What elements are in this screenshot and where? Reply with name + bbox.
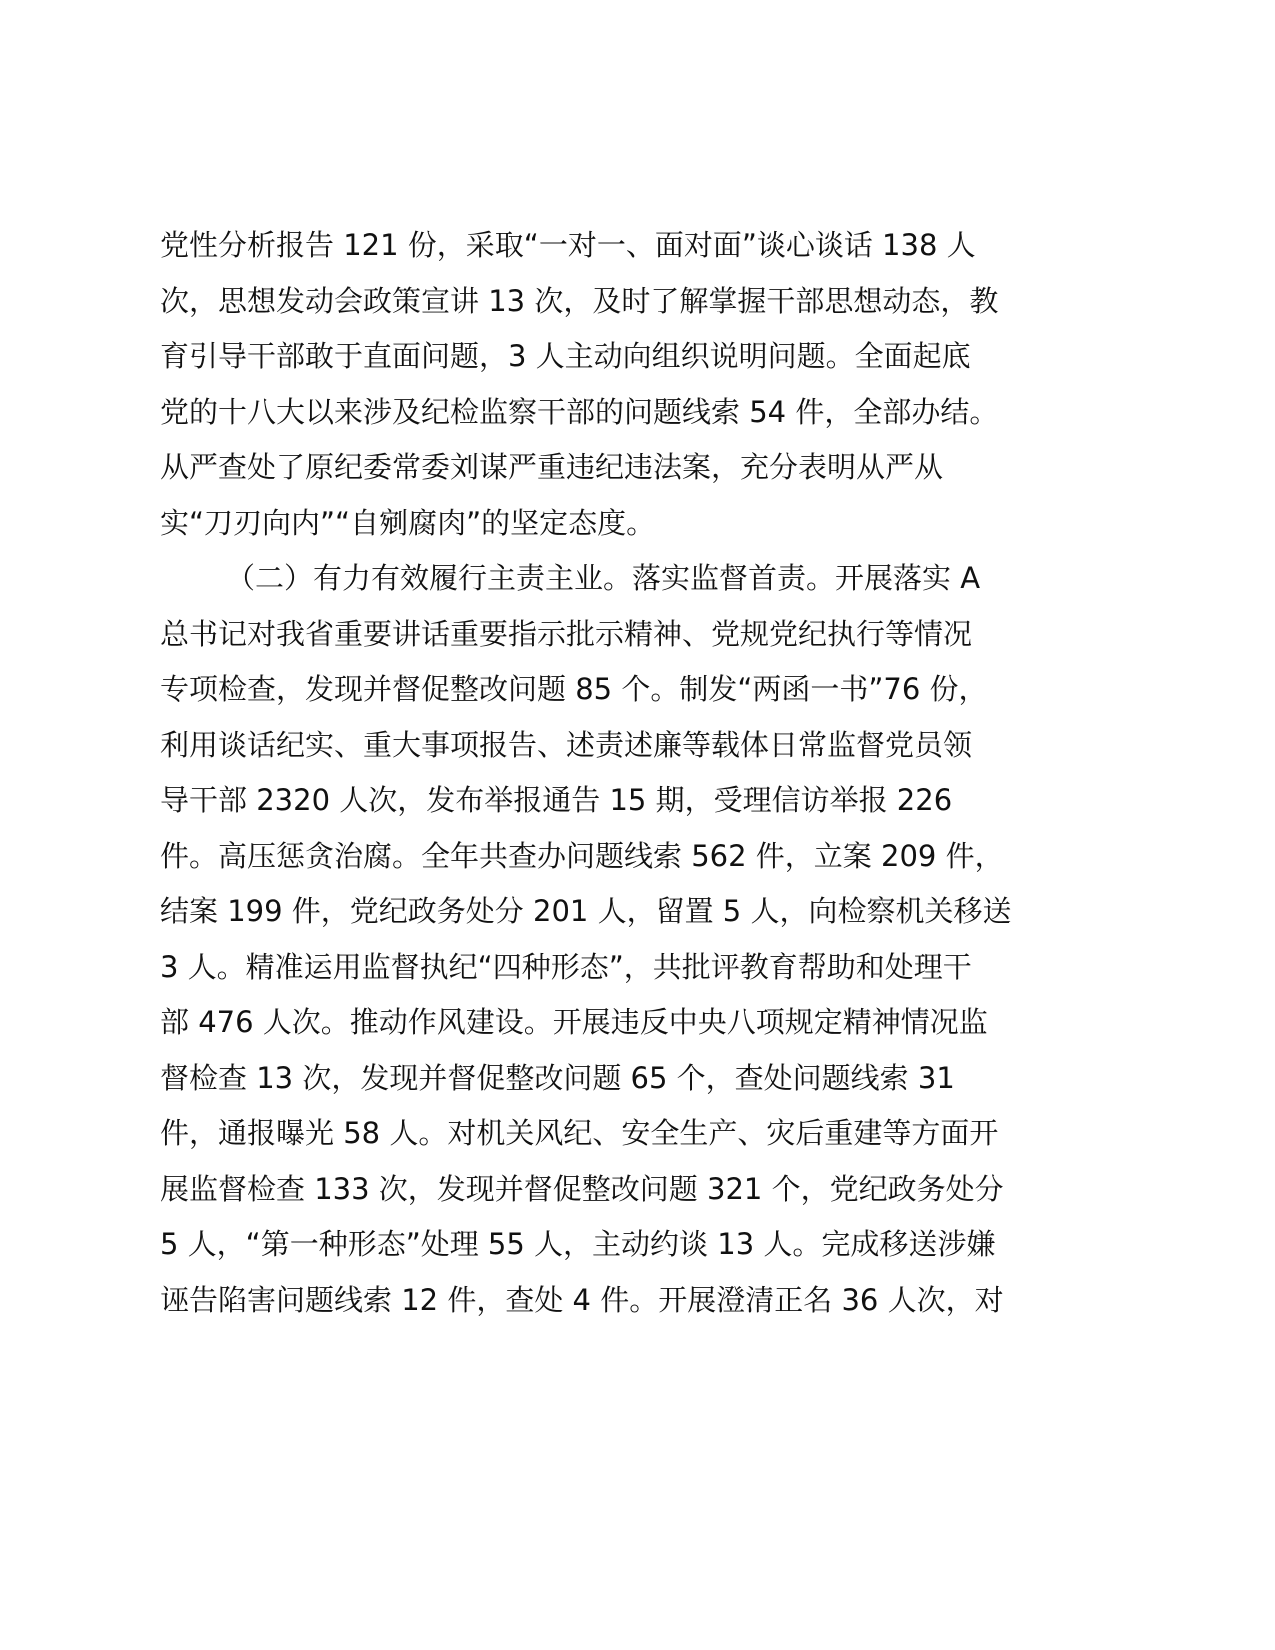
text-line: 部 476 人次。推动作风建设。开展违反中央八项规定精神情况监	[160, 1005, 988, 1039]
text-line: 党性分析报告 121 份，采取“一对一、面对面”谈心谈话 138 人	[160, 228, 976, 262]
text-line: 从严查处了原纪委常委刘谋严重违纪违法案，充分表明从严从	[160, 450, 944, 484]
text-line: 督检查 13 次，发现并督促整改问题 65 个，查处问题线索 31	[160, 1060, 955, 1095]
text-line: 专项检查，发现并督促整改问题 85 个。制发“两函一书”76 份，	[160, 672, 988, 706]
text-line: 诬告陷害问题线索 12 件，查处 4 件。开展澄清正名 36 人次，对	[160, 1282, 1004, 1317]
section-heading-line: （二）有力有效履行主责主业。落实监督首责。开展落实 A	[226, 561, 981, 595]
text-line: 5 人，“第一种形态”处理 55 人，主动约谈 13 人。完成移送涉嫌	[160, 1227, 996, 1261]
text-line: 件，通报曝光 58 人。对机关风纪、安全生产、灾后重建等方面开	[160, 1116, 999, 1150]
text-line: 次，思想发动会政策宣讲 13 次，及时了解掌握干部思想动态，教	[160, 283, 999, 318]
text-line: 结案 199 件，党纪政务处分 201 人，留置 5 人，向检察机关移送	[160, 894, 1012, 928]
text-line: 总书记对我省重要讲话重要指示批示精神、党规党纪执行等情况	[160, 616, 973, 651]
text-line: 党的十八大以来涉及纪检监察干部的问题线索 54 件，全部办结。	[160, 394, 999, 429]
text-line: 育引导干部敢于直面问题，3 人主动向组织说明问题。全面起底	[160, 339, 971, 373]
text-line: 展监督检查 133 次，发现并督促整改问题 321 个，党纪政务处分	[160, 1171, 1004, 1206]
text-line: 利用谈话纪实、重大事项报告、述责述廉等载体日常监督党员领	[160, 727, 973, 762]
text-line: 3 人。精准运用监督执纪“四种形态”，共批评教育帮助和处理干	[160, 949, 972, 984]
text-line: 导干部 2320 人次，发布举报通告 15 期，受理信访举报 226	[160, 783, 953, 817]
text-line: 件。高压惩贪治腐。全年共查办问题线索 562 件，立案 209 件，	[160, 838, 1004, 873]
body-text	[160, 218, 1080, 1328]
text-line: 实“刀刃向内”“自剜腐肉”的坚定态度。	[160, 505, 656, 540]
